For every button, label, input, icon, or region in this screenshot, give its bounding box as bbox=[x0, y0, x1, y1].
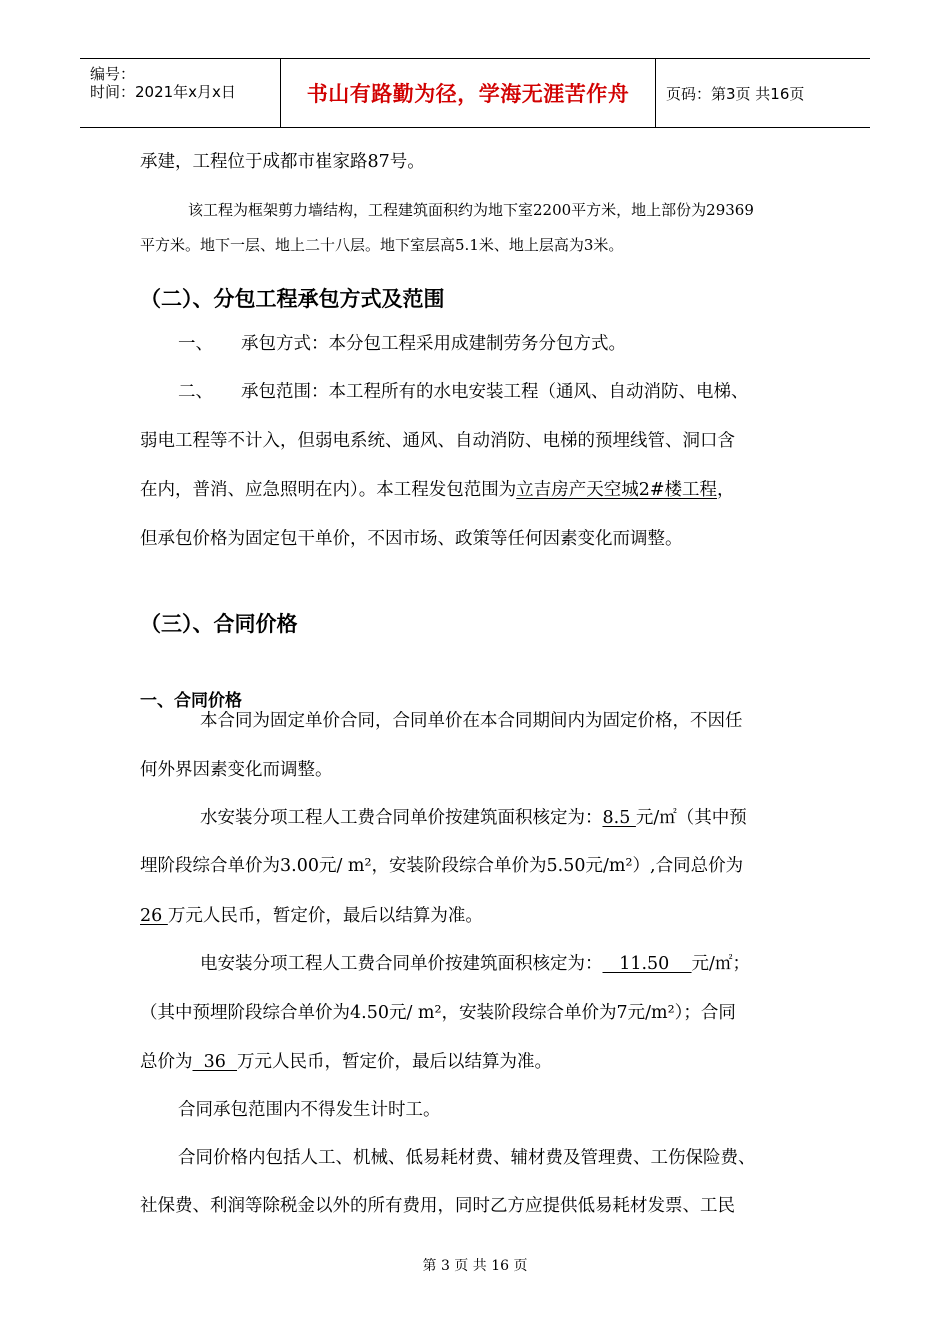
water-unit-price: 8.5 bbox=[602, 808, 636, 828]
page-header bbox=[80, 58, 870, 128]
item-2-number: 二、 bbox=[178, 382, 213, 402]
page-info: 页码：第3页 共16页 bbox=[666, 84, 805, 103]
time-label: 时间：2021年x月x日 bbox=[90, 83, 236, 101]
elec-line-3-text: 万元人民币，暂定价，最后以结算为准。 bbox=[237, 1052, 553, 1072]
item-1-number: 一、 bbox=[178, 334, 213, 354]
water-line-3-text: 万元人民币，暂定价，最后以结算为准。 bbox=[167, 906, 483, 926]
elec-total: 36 bbox=[192, 1052, 238, 1072]
section-heading-2: （二）、分包工程承包方式及范围 bbox=[140, 287, 445, 311]
page-footer: 第 3 页 共 16 页 bbox=[422, 1258, 528, 1274]
elec-line-3 bbox=[140, 1054, 552, 1072]
paragraph-location: 承建，工程位于成都市崔家路87号。 bbox=[140, 152, 425, 172]
item-2-line-2: 弱电工程等不计入，但弱电系统、通风、自动消防、电梯的预埋线管、洞口含 bbox=[140, 431, 735, 451]
motto: 书山有路勤为径，学海无涯苦作舟 bbox=[306, 82, 630, 106]
project-scope-underlined: 立吉房产天空城2#楼工程 bbox=[516, 480, 718, 500]
section-heading-3: （三）、合同价格 bbox=[140, 612, 298, 636]
water-line-1-text: 水安装分项工程人工费合同单价按建筑面积核定为： bbox=[200, 808, 603, 828]
water-total: 26 bbox=[140, 906, 168, 926]
elec-line-1-end: 元/㎡； bbox=[691, 954, 750, 974]
contract-line-1: 本合同为固定单价合同，合同单价在本合同期间内为固定价格，不因任 bbox=[200, 711, 743, 731]
paragraph-structure-2: 平方米。地下一层、地上二十八层。地下室层高5.1米、地上层高为3米。 bbox=[140, 236, 624, 254]
elec-line-2: （其中预埋阶段综合单价为4.50元/ m²，安装阶段综合单价为7元/m²）；合同 bbox=[140, 1003, 736, 1023]
item-1-text: 承包方式：本分包工程采用成建制劳务分包方式。 bbox=[241, 334, 626, 354]
elec-line-1 bbox=[200, 956, 750, 974]
elec-line-3-start: 总价为 bbox=[140, 1052, 193, 1072]
water-line-3 bbox=[140, 908, 483, 926]
item-2-line-4: 但承包价格为固定包干单价，不因市场、政策等任何因素变化而调整。 bbox=[140, 529, 683, 549]
note-costs-1: 合同价格内包括人工、机械、低易耗材费、辅材费及管理费、工伤保险费、 bbox=[178, 1148, 756, 1168]
paragraph-structure-1: 该工程为框架剪力墙结构，工程建筑面积约为地下室2200平方米，地上部份为29369 bbox=[188, 201, 754, 219]
item-2-text: 承包范围：本工程所有的水电安装工程（通风、自动消防、电梯、 bbox=[241, 382, 749, 402]
header-motto-cell bbox=[281, 59, 656, 127]
water-line-2: 埋阶段综合单价为3.00元/ m²，安装阶段综合单价为5.50元/m²）,合同总价为 bbox=[140, 856, 744, 876]
subsection-heading: 一、合同价格 bbox=[140, 691, 242, 711]
contract-line-2: 何外界因素变化而调整。 bbox=[140, 760, 333, 780]
water-line-1 bbox=[200, 810, 747, 828]
elec-line-1-text: 电安装分项工程人工费合同单价按建筑面积核定为： bbox=[200, 954, 603, 974]
item-2-line-3-text: 在内，普消、应急照明在内）。本工程发包范围为 bbox=[140, 480, 517, 500]
elec-unit-price: 11.50 bbox=[602, 954, 692, 974]
item-2-line-3 bbox=[140, 482, 735, 500]
note-costs-2: 社保费、利润等除税金以外的所有费用，同时乙方应提供低易耗材发票、工民 bbox=[140, 1196, 735, 1216]
note-hourly: 合同承包范围内不得发生计时工。 bbox=[178, 1100, 441, 1120]
water-line-1-end: 元/㎡（其中预 bbox=[635, 808, 747, 828]
item-2-line-3-end: ， bbox=[717, 480, 735, 500]
serial-label: 编号： bbox=[90, 65, 136, 83]
header-meta bbox=[80, 59, 281, 127]
